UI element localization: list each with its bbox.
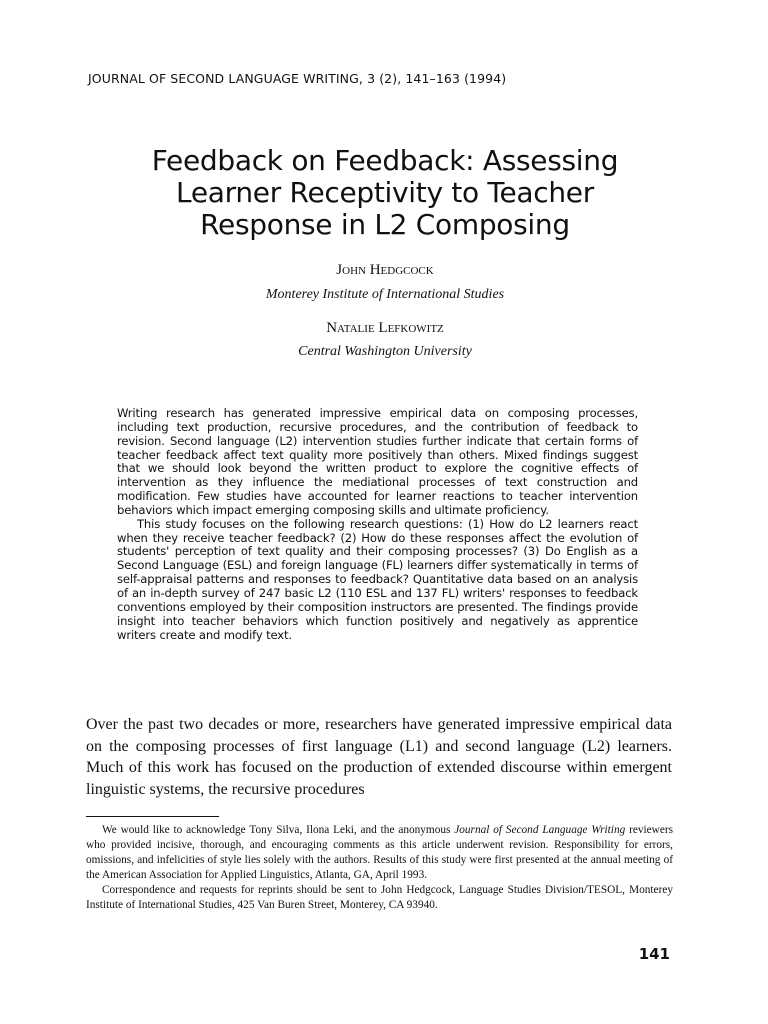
body-paragraph: Over the past two decades or more, researchers have generated impressive empirical data on the composing processes of first language (L1) and second language (L2) learners. Much of this work has focused on the production of extended discourse within emergent linguistic systems, the recursive procedures [86, 716, 672, 798]
author-name: John Hedgcock [336, 262, 434, 278]
author-affiliation: Central Washington University [298, 344, 472, 359]
journal-citation: JOURNAL OF SECOND LANGUAGE WRITING, 3 (2), 141–163 (1994) [88, 71, 507, 86]
abstract [117, 407, 638, 642]
abstract-paragraph: Writing research has generated impressive empirical data on composing processes, including text production, recursive procedures, and the contribution of feedback to revision. Second language (L2) intervention studies further indicate that certain forms of teacher feedback affect text quality more positively than others. Mixed findings suggest that we should look beyond the written product to explore the cognitive effects of intervention as they influence the mediational processes of text construction and modification. Few studies have accounted for learner reactions to teacher intervention behaviors which impact emerging composing skills and ultimate proficiency. [117, 406, 638, 517]
title-line: Learner Receptivity to Teacher [176, 176, 594, 209]
footnote-text: reviewers who provided incisive, thorough, and encouraging comments as this article underwent revision. Responsibility for errors, omissions, and infelicities of style lies solely with the authors. Results of this study were first presented at the annual meeting of the American Association for Applied Linguistics, Atlanta, GA, April 1993. [86, 824, 673, 881]
acknowledgment-footnote [86, 823, 673, 883]
author-affiliation: Monterey Institute of International Studies [265, 287, 505, 302]
article-title [100, 145, 670, 241]
footnote-text: We would like to acknowledge Tony Silva, Ilona Leki, and the anonymous [102, 824, 455, 836]
author-name: Natalie Lefkowitz [326, 320, 444, 336]
page-number: 141 [638, 945, 670, 963]
footnote-divider [86, 816, 219, 817]
correspondence-footnote: Correspondence and requests for reprints should be sent to John Hedgcock, Language Studies Division/TESOL, Monterey Institute of International Studies, 425 Van Buren Street, Monterey, CA 93940. [86, 883, 673, 911]
title-line: Feedback on Feedback: Assessing [151, 144, 619, 177]
title-line: Response in L2 Composing [200, 208, 570, 241]
abstract-paragraph: This study focuses on the following research questions: (1) How do L2 learners react when they receive teacher feedback? (2) How do these responses affect the evolution of students' perception of text quality and their composing processes? (3) Do English as a Second Language (ESL) and foreign language (FL) learners differ systematically in terms of self-appraisal patterns and responses to feedback? Quantitative data based on an analysis of an in-depth survey of 247 basic L2 (110 ESL and 137 FL) writers' responses to feedback conventions employed by their composition instructors are presented. The findings provide insight into teacher behaviors which function positively and negatively as apprentice writers create and modify text. [117, 516, 638, 642]
footnotes [86, 823, 673, 912]
journal-name: Journal of Second Language Writing [454, 824, 626, 836]
